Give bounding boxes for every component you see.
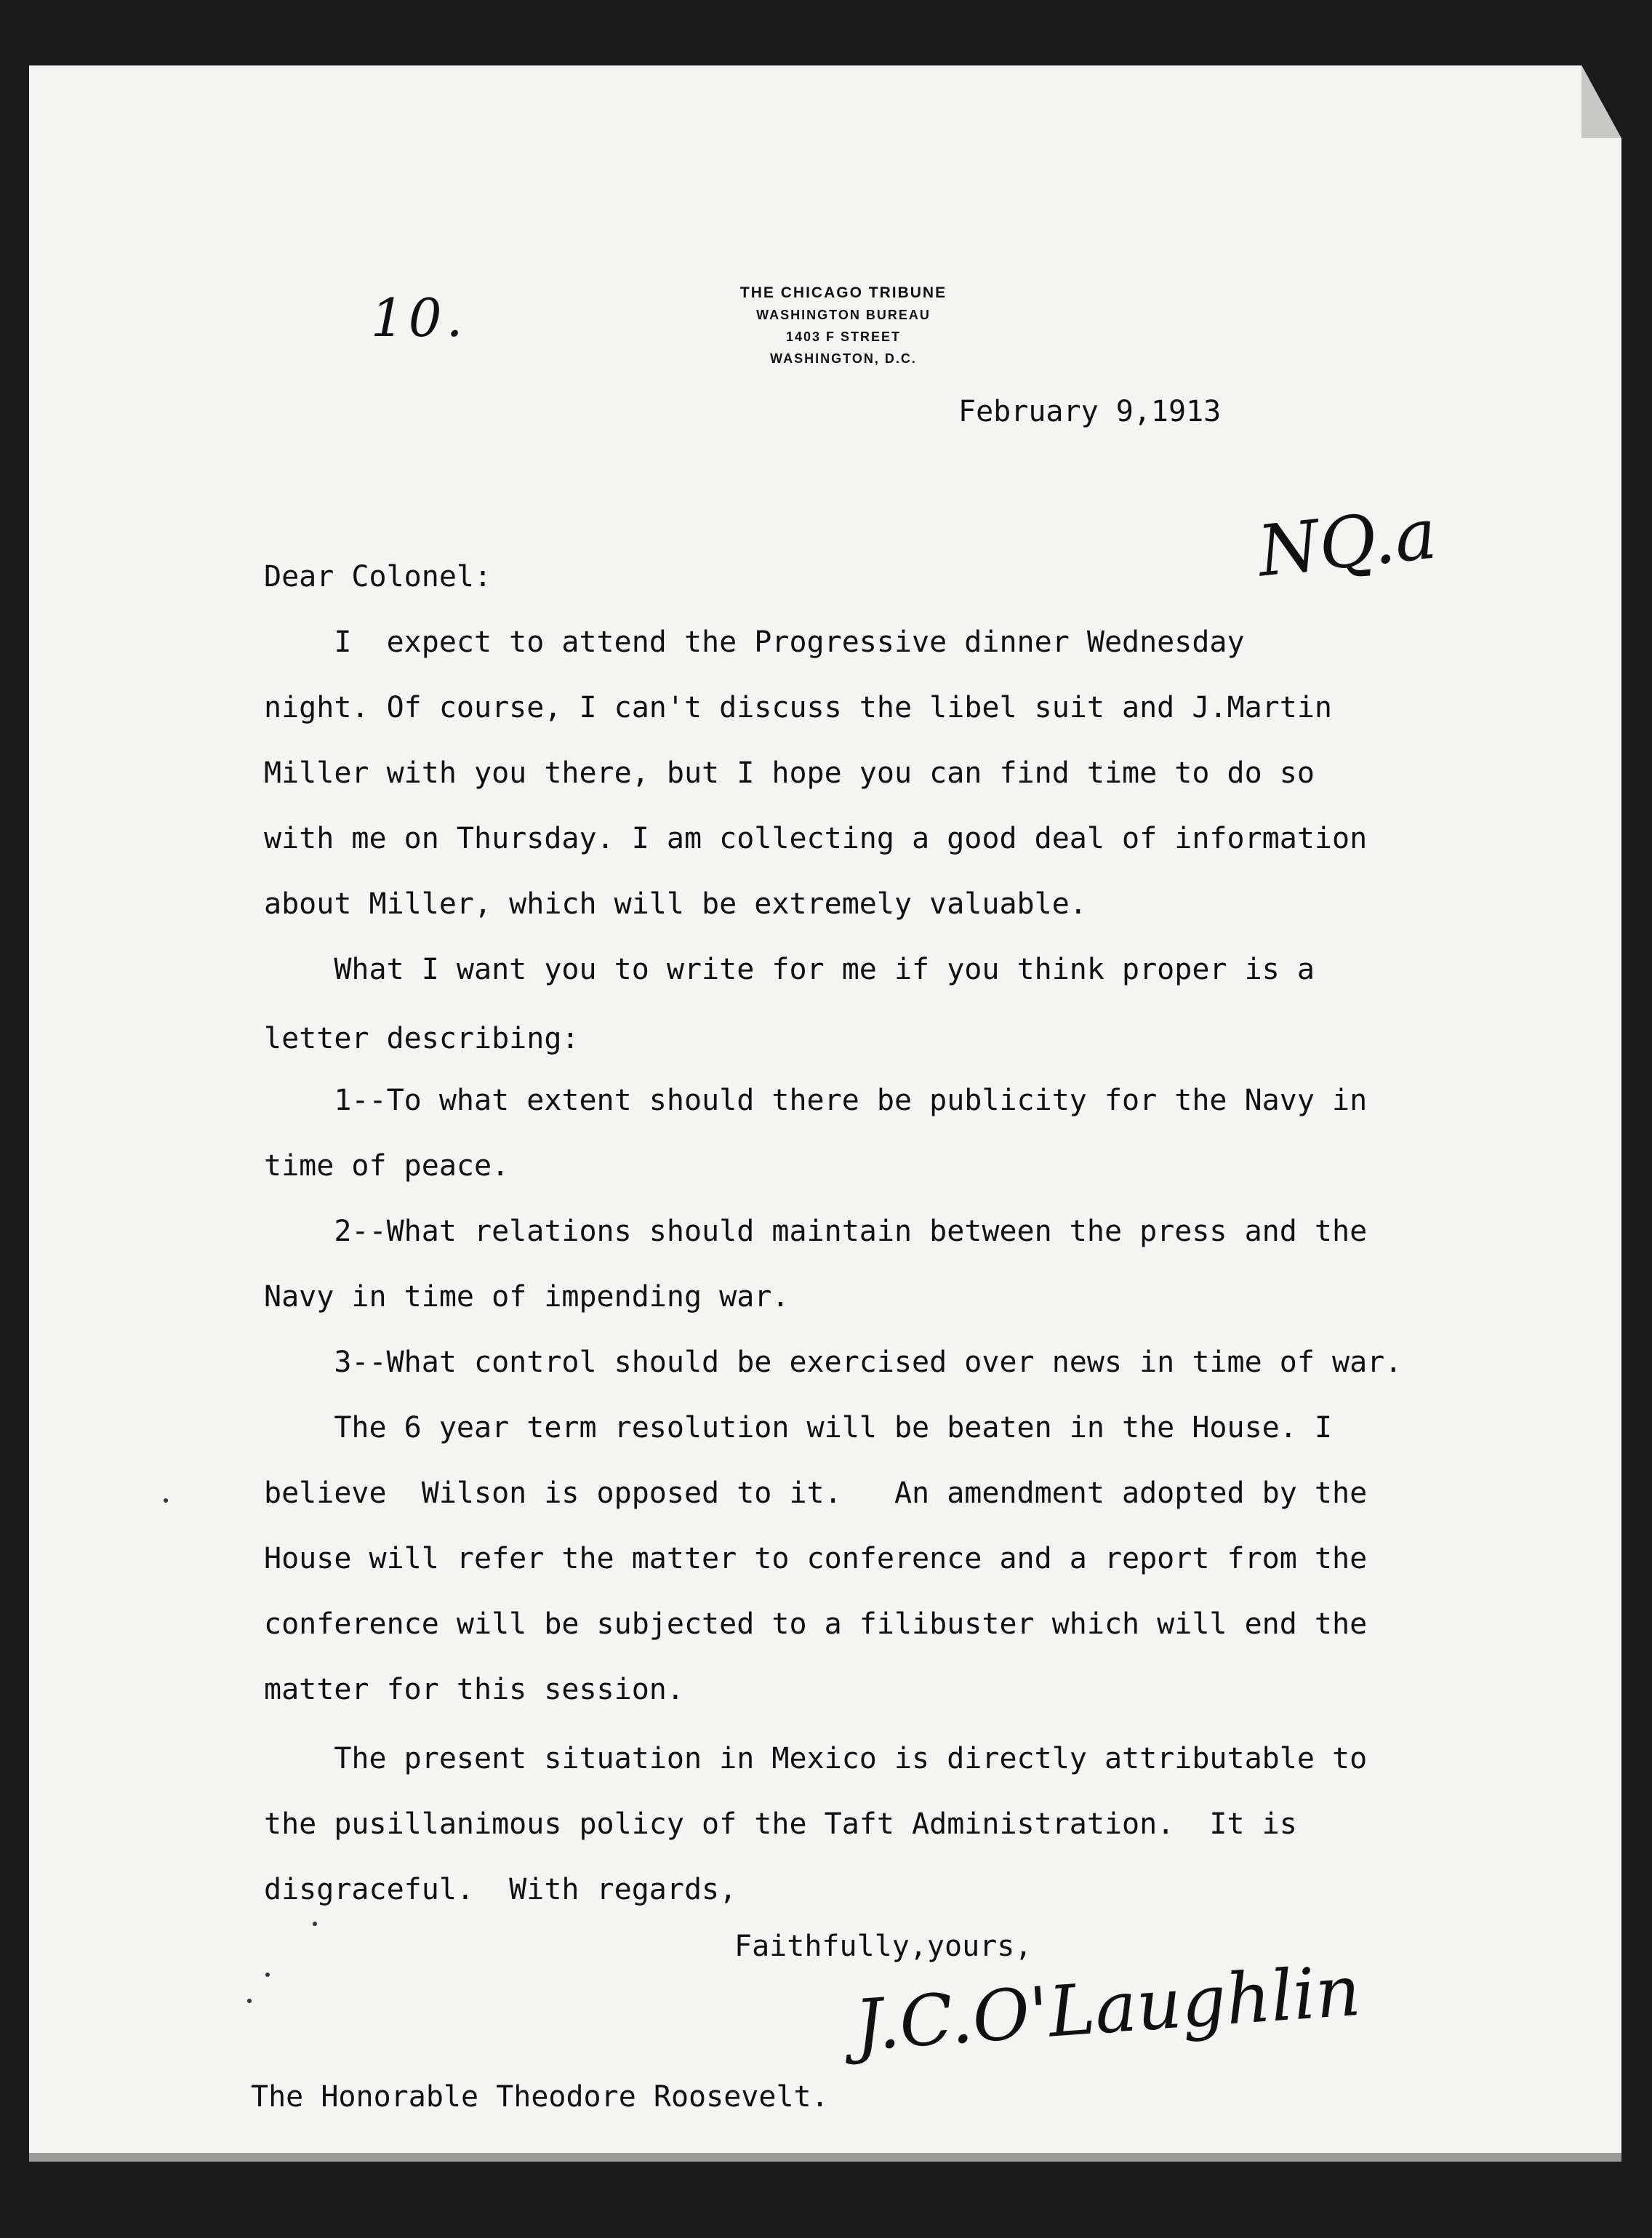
body-line: 2--What relations should maintain between the press and the (264, 1215, 1368, 1248)
body-line: The present situation in Mexico is directly attributable to (264, 1742, 1368, 1775)
page-bottom-edge (29, 2153, 1621, 2162)
body-line: Navy in time of impending war. (264, 1280, 790, 1314)
letterhead-street: 1403 F STREET (785, 329, 902, 344)
salutation: Dear Colonel: (264, 560, 492, 594)
body-line: conference will be subjected to a filibuster which will end the (264, 1607, 1368, 1641)
body-line: I expect to attend the Progressive dinner Wednesday (264, 626, 1245, 659)
closing: Faithfully,yours, (734, 1930, 1032, 1963)
letterhead-organization: THE CHICAGO TRIBUNE (739, 284, 947, 301)
dust-speck (164, 1498, 168, 1503)
addressee: The Honorable Theodore Roosevelt. (251, 2080, 829, 2114)
body-line: about Miller, which will be extremely valuable. (264, 887, 1087, 921)
body-line: the pusillanimous policy of the Taft Administration. It is (264, 1807, 1297, 1841)
body-line: 1--To what extent should there be publicity for the Navy in (264, 1084, 1368, 1117)
body-line: What I want you to write for me if you think proper is a (264, 953, 1315, 986)
letterhead (691, 282, 996, 369)
body-line: Miller with you there, but I hope you can find time to do so (264, 756, 1315, 790)
body-line: matter for this session. (264, 1673, 684, 1706)
letterhead-bureau: WASHINGTON BUREAU (756, 308, 931, 322)
body-line: The 6 year term resolution will be beaten in the House. I (264, 1411, 1333, 1444)
dust-speck (313, 1922, 317, 1926)
body-line: House will refer the matter to conference and a report from the (264, 1542, 1368, 1575)
body-line: disgraceful. With regards, (264, 1873, 737, 1906)
dust-speck (265, 1973, 270, 1977)
body-line: 3--What control should be exercised over news in time of war. (264, 1346, 1403, 1379)
body-line: believe Wilson is opposed to it. An amendment adopted by the (264, 1476, 1368, 1510)
body-line: with me on Thursday. I am collecting a good deal of information (264, 822, 1368, 855)
handwritten-annotation: NQ.a (1254, 492, 1440, 593)
letterhead-city: WASHINGTON, D.C. (770, 351, 917, 366)
body-line: time of peace. (264, 1149, 510, 1183)
body-line: letter describing: (264, 1022, 580, 1055)
letter-date: February 9,1913 (958, 395, 1222, 428)
folded-corner (1581, 65, 1621, 138)
handwritten-page-number: 10. (371, 287, 468, 348)
dust-speck (247, 1999, 252, 2003)
body-line: night. Of course, I can't discuss the libel suit and J.Martin (264, 691, 1333, 724)
signature: J.C.O'Laughlin (851, 1949, 1363, 2067)
